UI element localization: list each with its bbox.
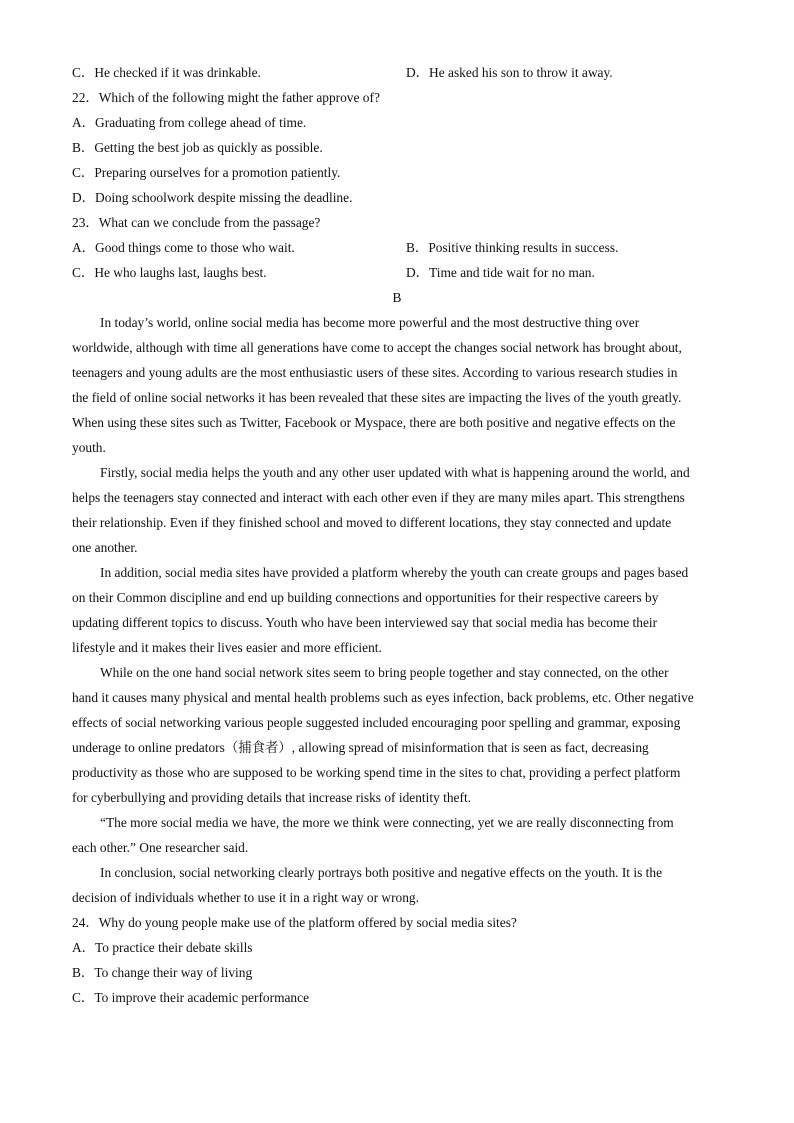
section-heading: B <box>392 290 402 305</box>
passage-line: on their Common discipline and end up building connections and opportunities for their respective careers by <box>72 590 659 605</box>
q22-option-c: C．Preparing ourselves for a promotion patiently. <box>72 165 341 180</box>
q21-option-d: D．He asked his son to throw it away. <box>406 65 613 80</box>
passage-line: While on the one hand social network sites seem to bring people together and stay connected, on the other <box>100 665 669 680</box>
passage-line: teenagers and young adults are the most enthusiastic users of these sites. According to various research studies in <box>72 365 678 380</box>
q23-option-b: B．Positive thinking results in success. <box>406 240 619 255</box>
passage-line: In addition, social media sites have provided a platform whereby the youth can create groups and pages based <box>100 565 689 580</box>
passage-line: the field of online social networks it has been revealed that these sites are impacting the lives of the youth greatly. <box>72 390 682 405</box>
q21-option-c: C．He checked if it was drinkable. <box>72 65 261 80</box>
passage-line: youth. <box>72 440 106 455</box>
q24-option-a: A．To practice their debate skills <box>72 940 253 955</box>
passage-line: each other.” One researcher said. <box>72 840 249 855</box>
passage-line: lifestyle and it makes their lives easier and more efficient. <box>72 640 382 655</box>
passage-line: underage to online predators（捕食者）, allowing spread of misinformation that is seen as fact, decreasing <box>72 740 649 755</box>
passage-line: worldwide, although with time all generations have come to accept the changes social network has brought about, <box>72 340 682 355</box>
passage-line: their relationship. Even if they finished school and moved to different locations, they stay connected and update <box>72 515 672 530</box>
passage-line: for cyberbullying and providing details that increase risks of identity theft. <box>72 790 472 805</box>
q23-stem: 23．What can we conclude from the passage? <box>72 215 321 230</box>
passage-line: In conclusion, social networking clearly portrays both positive and negative effects on the youth. It is the <box>100 865 663 880</box>
q24-option-c: C．To improve their academic performance <box>72 990 310 1005</box>
passage-line: helps the teenagers stay connected and interact with each other even if they are many miles apart. This strengthens <box>72 490 685 505</box>
q23-option-c: C．He who laughs last, laughs best. <box>72 265 267 280</box>
q23-option-a: A．Good things come to those who wait. <box>72 240 295 255</box>
passage-line: decision of individuals whether to use it in a right way or wrong. <box>72 890 419 905</box>
passage-line: When using these sites such as Twitter, Facebook or Myspace, there are both positive and negative effects on the <box>72 415 676 430</box>
q22-option-b: B．Getting the best job as quickly as possible. <box>72 140 323 155</box>
q22-option-a: A．Graduating from college ahead of time. <box>72 115 307 130</box>
passage-line: effects of social networking various people suggested included encouraging poor spelling and grammar, exposing <box>72 715 681 730</box>
passage-line: one another. <box>72 540 138 555</box>
passage-line: hand it causes many physical and mental health problems such as eyes infection, back problems, etc. Other negative <box>72 690 694 705</box>
passage-line: Firstly, social media helps the youth and any other user updated with what is happening around the world, and <box>100 465 690 480</box>
q24-stem: 24．Why do young people make use of the platform offered by social media sites? <box>72 915 517 930</box>
passage-line: “The more social media we have, the more we think were connecting, yet we are really disconnecting from <box>100 815 674 830</box>
passage-line: In today’s world, online social media has become more powerful and the most destructive thing over <box>100 315 640 330</box>
passage-line: updating different topics to discuss. Youth who have been interviewed say that social media has become their <box>72 615 658 630</box>
q22-option-d: D．Doing schoolwork despite missing the deadline. <box>72 190 353 205</box>
q22-stem: 22．Which of the following might the father approve of? <box>72 90 380 105</box>
q24-option-b: B．To change their way of living <box>72 965 253 980</box>
q23-option-d: D．Time and tide wait for no man. <box>406 265 595 280</box>
passage-line: productivity as those who are supposed to be working spend time in the sites to chat, providing a perfect platform <box>72 765 681 780</box>
